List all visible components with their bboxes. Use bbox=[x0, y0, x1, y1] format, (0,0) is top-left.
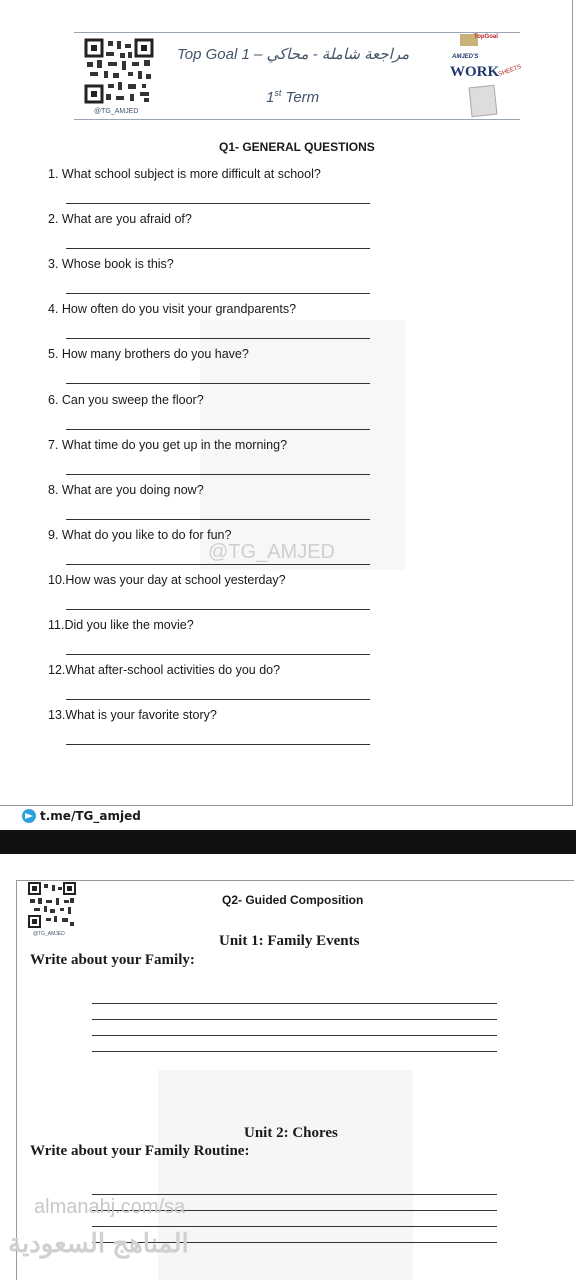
section-title-q1: Q1- GENERAL QUESTIONS bbox=[219, 140, 375, 154]
question-item: 5. How many brothers do you have? bbox=[48, 347, 249, 362]
answer-line[interactable] bbox=[66, 383, 370, 384]
question-item: 4. How often do you visit your grandparents? bbox=[48, 302, 297, 317]
qr-handle-caption: @TG_AMJED bbox=[94, 108, 139, 115]
answer-line[interactable] bbox=[66, 293, 370, 294]
writing-line bbox=[92, 1051, 497, 1052]
workbook-logo bbox=[448, 34, 526, 118]
answer-line[interactable] bbox=[66, 699, 370, 700]
unit1-prompt: Write about your Family: bbox=[30, 952, 195, 968]
answer-line[interactable] bbox=[66, 744, 370, 745]
logo-brand: AMJED'S bbox=[452, 54, 479, 60]
question-item: 7. What time do you get up in the morning? bbox=[48, 437, 288, 452]
answer-line[interactable] bbox=[66, 474, 370, 475]
writing-line bbox=[92, 1035, 497, 1036]
telegram-link-text: t.me/TG_amjed bbox=[40, 809, 141, 823]
question-item: 3. Whose book is this? bbox=[48, 257, 174, 272]
answer-line[interactable] bbox=[66, 338, 370, 339]
unit2-title: Unit 2: Chores bbox=[244, 1125, 338, 1141]
logo-topgoal: TopGoal bbox=[474, 34, 498, 40]
section-title-q2: Q2- Guided Composition bbox=[222, 893, 364, 907]
qr-code-image-small bbox=[28, 882, 76, 928]
unit2-prompt: Write about your Family Routine: bbox=[30, 1143, 250, 1159]
watermark-handle: @TG_AMJED bbox=[208, 541, 335, 563]
header-title: Top Goal 1 – مراجعة شاملة - محاكي bbox=[177, 46, 410, 63]
logo-tag: SHEETS bbox=[497, 64, 523, 78]
question-item: 8. What are you doing now? bbox=[48, 482, 204, 497]
question-item: 11.Did you like the movie? bbox=[48, 618, 194, 632]
writing-line bbox=[92, 1226, 497, 1227]
answer-line[interactable] bbox=[66, 519, 370, 520]
watermark-arabic: المناهج السعودية bbox=[8, 1228, 189, 1258]
unit1-title: Unit 1: Family Events bbox=[219, 933, 360, 949]
qr-code-image bbox=[84, 38, 154, 104]
question-item: 13.What is your favorite story? bbox=[48, 708, 217, 723]
answer-line[interactable] bbox=[66, 564, 370, 565]
page-divider bbox=[0, 830, 576, 854]
question-item: 6. Can you sweep the floor? bbox=[48, 392, 204, 407]
writing-line bbox=[92, 1019, 497, 1020]
answer-line[interactable] bbox=[66, 429, 370, 430]
qr-handle-caption-small: @TG_AMJED bbox=[33, 931, 65, 937]
writing-line bbox=[92, 1003, 497, 1004]
telegram-icon bbox=[22, 809, 36, 823]
answer-line[interactable] bbox=[66, 609, 370, 610]
answer-line[interactable] bbox=[66, 248, 370, 249]
watermark-qr-page2 bbox=[158, 1070, 413, 1280]
answer-line[interactable] bbox=[66, 203, 370, 204]
answer-line[interactable] bbox=[66, 654, 370, 655]
question-item: 12.What after-school activities do you do? bbox=[48, 663, 281, 678]
telegram-link[interactable] bbox=[22, 809, 141, 823]
header-top-rule bbox=[74, 32, 520, 33]
logo-word: WORK bbox=[450, 64, 500, 80]
question-item: 1. What school subject is more difficult at school? bbox=[48, 167, 321, 181]
question-item: 10.How was your day at school yesterday? bbox=[48, 572, 286, 587]
header-bottom-rule bbox=[74, 119, 520, 120]
question-item: 2. What are you afraid of? bbox=[48, 212, 192, 227]
question-item: 9. What do you like to do for fun? bbox=[48, 527, 232, 542]
watermark-site: almanahj.com/sa bbox=[34, 1196, 186, 1218]
header-term: 1st Term bbox=[266, 88, 320, 106]
sheets-graphic bbox=[469, 85, 498, 118]
writing-line bbox=[92, 1194, 497, 1195]
